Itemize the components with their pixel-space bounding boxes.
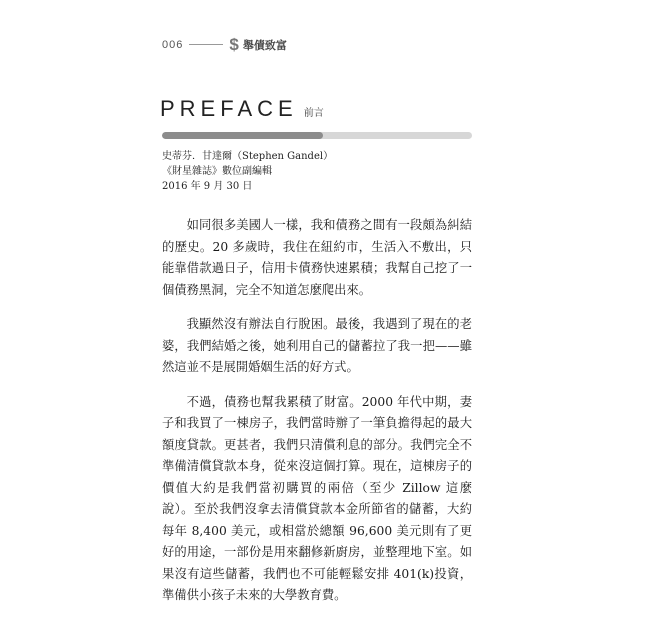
paragraph-2: 我顯然沒有辦法自行脫困。最後，我遇到了現在的老婆，我們結婚之後，她利用自己的儲蓄拉了我一把——雖然這並不是展開婚姻生活的好方式。 [162, 317, 472, 374]
paragraph-3: 不過，債務也幫我累積了財富。2000 年代中期，妻子和我買了一棟房子，我們當時辦了一筆負擔得起的最大額度貸款。更甚者，我們只清償利息的部分。我們完全不準備清償貸款本身，從來沒這個打算。現在，這棟房子的價值大約是我們當初購買的兩倍（至少 Zillow 這麼說）。至於我們沒拿去清償貸款本金所節省的儲蓄，大約每年 8,400 美元，或相當於總額 96,600 美元則有了更好的用途，一部份是用來翻修新廚房，並整理地下室。如果沒有這些儲蓄，我們也不可能輕鬆安排 401(k)投資，準備供小孩子未來的大學教育費。 [162, 394, 472, 602]
preface-body [162, 215, 472, 620]
author-block [162, 149, 333, 194]
dollar-logo-icon: $ [229, 35, 239, 54]
paragraph-1: 如同很多美國人一樣，我和債務之間有一段頗為糾結的歷史。20 多歲時，我住在紐約市，生活入不敷出，只能靠借款過日子，信用卡債務快速累積；我幫自己挖了一個債務黑洞，完全不知道怎麼爬出來。 [162, 218, 472, 297]
book-title: 舉債致富 [242, 38, 287, 52]
page-number: 006 [162, 38, 184, 51]
section-heading [160, 96, 324, 122]
author-name: 史蒂芬．甘達爾（Stephen Gandel） [162, 151, 334, 162]
section-progress-bar [162, 132, 472, 139]
section-progress-fill [162, 132, 323, 139]
running-header [162, 36, 287, 53]
section-title: PREFACE [160, 96, 298, 121]
author-role: 《財星雜誌》數位副編輯 [162, 166, 272, 177]
section-title-zh: 前言 [303, 108, 324, 119]
author-date: 2016 年 9 月 30 日 [162, 181, 253, 192]
header-rule [189, 44, 223, 45]
